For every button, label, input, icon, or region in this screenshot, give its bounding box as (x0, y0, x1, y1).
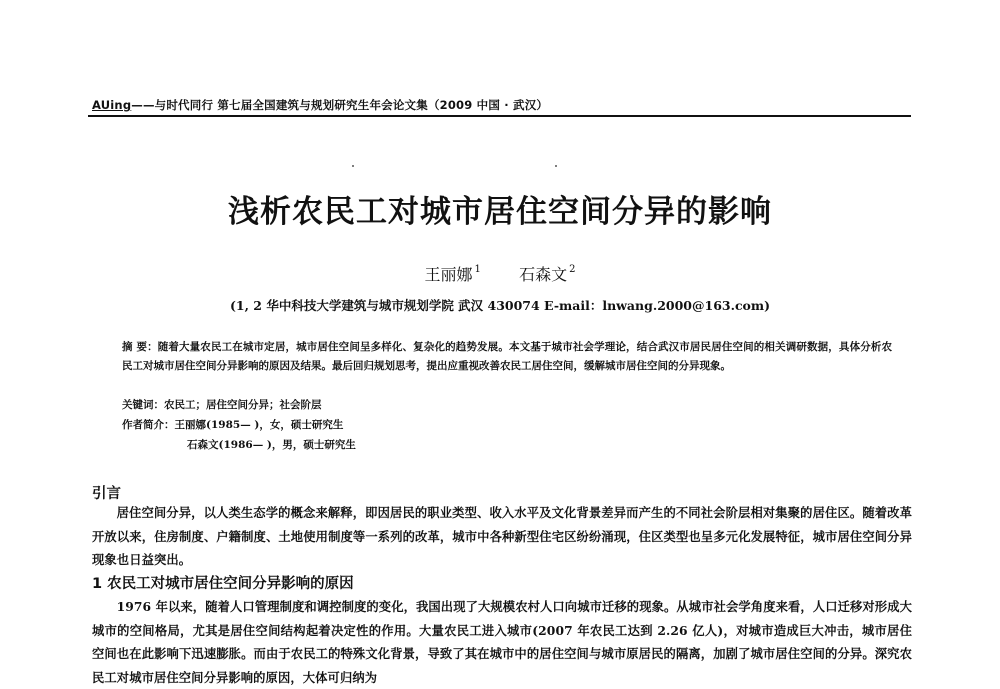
header-rule (88, 115, 911, 117)
author-bio (122, 418, 343, 432)
author-bio-label: 作者简介： (122, 419, 175, 431)
intro-paragraph: 居住空间分异，以人类生态学的概念来解释，即因居民的职业类型、收入水平及文化背景差异而产生的不同社会阶层相对集聚的居住区。随着改革开放以来，住房制度、户籍制度、土地使用制度等一系列的改革，城市中各种新型住宅区纷纷涌现，住区类型也呈多元化发展特征，城市居住空间分异现象也日益突出。 (92, 505, 912, 567)
keywords-text: 农民工；居住空间分异；社会阶层 (164, 399, 322, 411)
author-affil-mark: 1 (474, 264, 481, 275)
author-bio-line: 王丽娜(1985— )，女，硕士研究生 (174, 419, 344, 431)
journal-brand: AUing (92, 98, 132, 112)
section-heading-1: 1 农民工对城市居住空间分异影响的原因 (92, 576, 354, 592)
running-title: ——与时代同行 第七届全国建筑与规划研究生年会论文集（2009 中国 · 武汉） (131, 98, 549, 112)
abstract-label: 摘 要： (122, 341, 158, 353)
scan-speck (352, 165, 354, 167)
author-bio-second (187, 438, 356, 452)
running-header (92, 97, 548, 113)
scan-speck (555, 165, 557, 167)
section-1-paragraph: 1976 年以来，随着人口管理制度和调控制度的变化，我国出现了大规模农村人口向城市迁移的现象。从城市社会学角度来看，人口迁移对形成大城市的空间格局，尤其是居住空间结构起着决定性的作用。大量农民工进入城市(2007 年农民工达到 2.26 亿人)，对城市造成巨大冲击，城市居住空间也在此影响下迅速膨胀。而由于农民工的特殊文化背景，导致了其在城市中的居住空间与城市原居民的隔离，加剧了城市居住空间的分异。深究农民工对城市居住空间分异影响的原因，大体可归纳为 (92, 599, 912, 685)
keywords-label: 关键词： (122, 399, 164, 411)
author-name: 王丽娜 (424, 265, 473, 284)
author-affil-mark: 2 (569, 264, 576, 275)
affiliation: (1, 2 华中科技大学建筑与城市规划学院 武汉 430074 E-mail：lnwang.2000@163.com) (229, 298, 771, 313)
author-bio-line: 石森文(1986— )，男，硕士研究生 (187, 439, 356, 451)
abstract (122, 338, 892, 376)
paper-title: 浅析农民工对城市居住空间分异的影响 (228, 194, 772, 230)
abstract-text: 随着大量农民工在城市定居，城市居住空间呈多样化、复杂化的趋势发展。本文基于城市社会学理论，结合武汉市居民居住空间的相关调研数据，具体分析农民工对城市居住空间分异影响的原因及结果。最后回归规划思考，提出应重视改善农民工居住空间，缓解城市居住空间的分异现象。 (122, 341, 893, 372)
section-heading-intro: 引言 (92, 486, 121, 502)
keywords (122, 398, 322, 412)
author-line (0, 262, 1000, 285)
author-name: 石森文 (519, 265, 568, 284)
